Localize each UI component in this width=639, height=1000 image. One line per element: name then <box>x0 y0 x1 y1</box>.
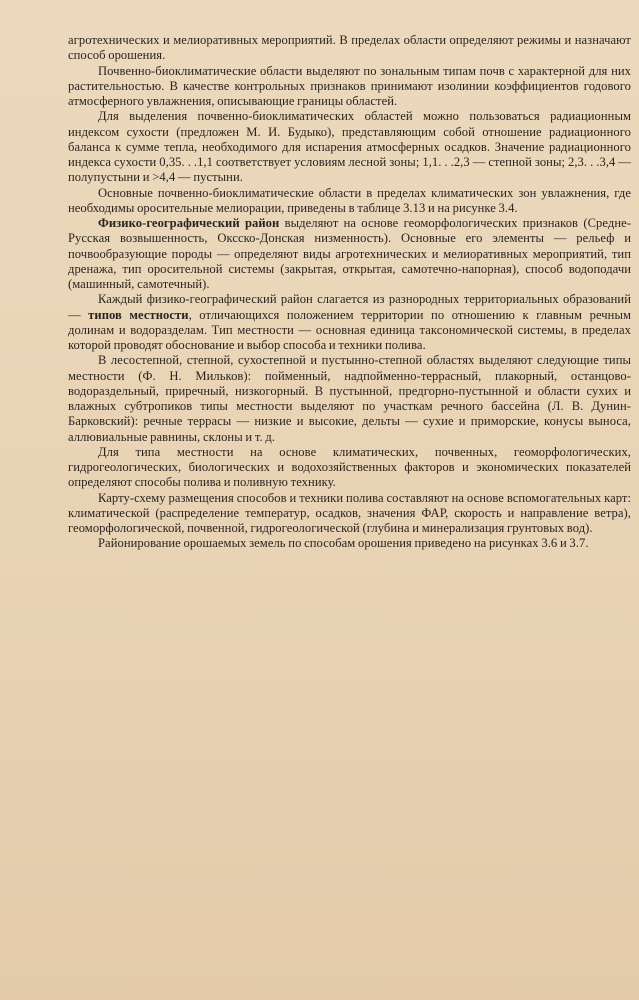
text-segment: Каждый физико-географический район слагается из разнородных территориальных образований — <box>68 292 631 322</box>
paragraph <box>68 292 631 353</box>
paragraph <box>68 445 631 491</box>
paragraph <box>68 64 631 110</box>
paragraph <box>68 353 631 445</box>
paragraph <box>68 33 631 64</box>
text-segment: , отличающихся положением территории по отношению к главным речным долинам и водоразделам. Тип местности — основная единица таксономической системы, в пределах которой проводят обоснование и выбор способа и техники полива. <box>68 307 631 352</box>
page-text <box>68 33 631 552</box>
text-segment: Для типа местности на основе климатических, почвенных, геоморфологических, гидрогеологических, биологических и водохозяйственных факторов и экономических показателей определяют способы полива и поливную технику. <box>68 444 631 490</box>
paragraph <box>68 491 631 537</box>
paragraph <box>68 186 631 217</box>
text-segment: выделяют на основе геоморфологических признаков (Средне-Русская возвышенность, Оксско-Донская низменность). Основные его элементы — рельеф и почвообразующие породы — определяют виды агротехнических и мелиоративных мероприятий, тип дренажа, тип оросительной системы (закрытая, открытая, самотечно-напорная), способ водоподачи (машинный, самотечный). <box>68 216 631 291</box>
text-segment: Районирование орошаемых земель по способам орошения приведено на рисунках 3.6 и 3.7. <box>98 536 589 551</box>
text-segment: агротехнических и мелиоративных мероприятий. В пределах области определяют режимы и назначают способ орошения. <box>68 33 631 63</box>
paragraph <box>68 216 631 292</box>
text-segment: Почвенно-биоклиматические области выделяют по зональным типам почв с характерной для них растительностью. В качестве контрольных признаков принимают изолинии коэффициентов годового атмосферного увлажнения, описывающие границы областей. <box>68 63 631 108</box>
text-segment: В лесостепной, степной, сухостепной и пустынно-степной областях выделяют следующие типы местности (Ф. Н. Мильков): пойменный, надпойменно-террасный, плакорный, останцово-водораздельный, приречный, низкогорный. В пустынной, предгорно-пустынной и области сухих и влажных субтропиков типы местности выделяют по участкам речного бассейна (Л. В. Дунин-Барковский): речные террасы — низкие и высокие, дельты — сухие и приморские, конусы выноса, аллювиальные равнины, склоны и т. д. <box>68 353 631 444</box>
term-terrain-types: типов местности <box>88 307 189 322</box>
term-physical-geographic-region: Физико-географический район <box>98 216 280 230</box>
text-segment: Карту-схему размещения способов и техники полива составляют на основе вспомогательных карт: климатической (распределение температур, осадков, значения ФАР, скорость и направление ветра), геоморфологической, почвенной, гидрогеологической (глубина и минерализация грунтовых вод). <box>68 490 631 535</box>
paragraph <box>68 109 631 185</box>
paragraph <box>68 536 631 551</box>
text-segment: Для выделения почвенно-биоклиматических областей можно пользоваться радиационным индексом сухости (предложен М. И. Будыко), представляющим собой отношение радиационного баланса к сумме тепла, необходимого для испарения атмосферных осадков. Значение радиационного индекса сухости 0,35. . .1,1 соответствует условиям лесной зоны; 1,1. . .2,3 — степной зоны; 2,3. . .3,4 — полупустыни и >4,4 — пустыни. <box>68 109 631 185</box>
text-segment: Основные почвенно-биоклиматические области в пределах климатических зон увлажнения, где необходимы оросительные мелиорации, приведены в таблице 3.13 и на рисунке 3.4. <box>68 185 631 215</box>
